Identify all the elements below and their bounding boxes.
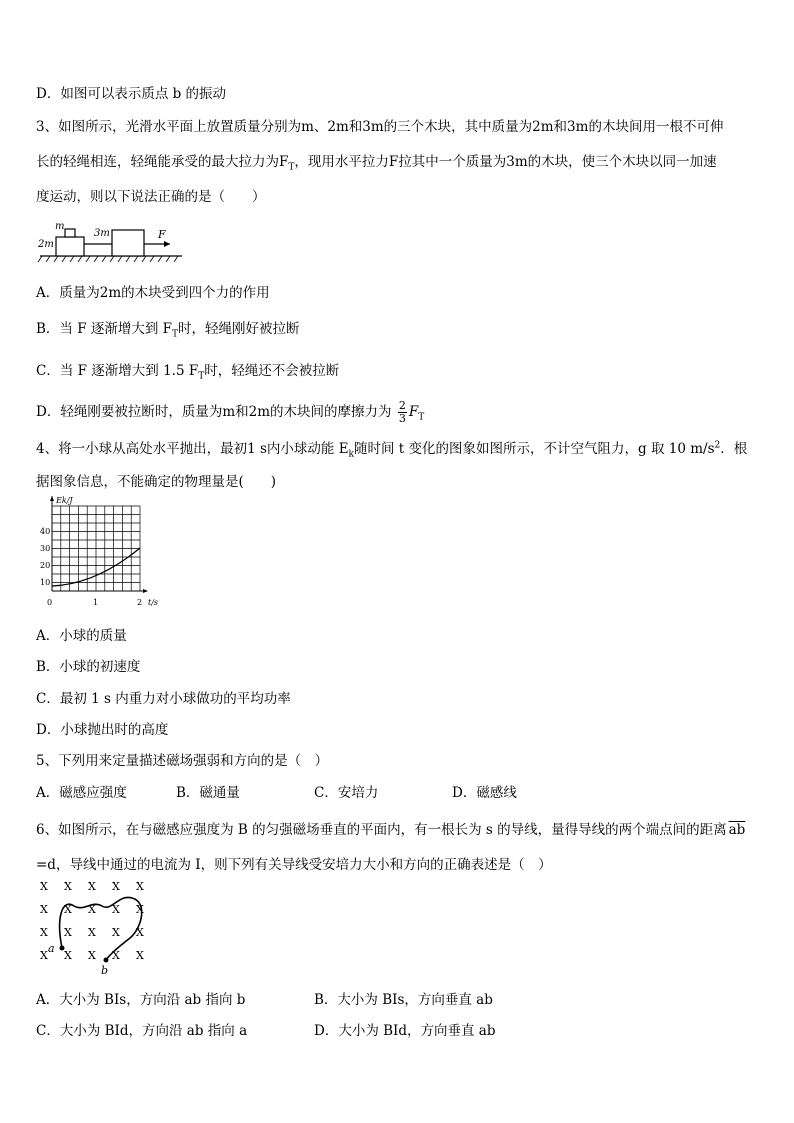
fraction-den: 3	[398, 412, 406, 425]
svg-text:X: X	[88, 926, 96, 939]
q3-stem-line2	[36, 150, 717, 173]
xtick-1: 1	[93, 598, 99, 607]
q6-option-a: A．大小为 BIs，方向沿 ab 指向 b	[36, 992, 246, 1008]
label-f: F	[158, 228, 166, 241]
q3-sub-t: T	[288, 162, 295, 173]
svg-text:X: X	[88, 903, 96, 916]
q3-option-b-text1: B．当 F 逐渐增大到 F	[36, 321, 173, 337]
graph-ylabel: Ek/J	[56, 496, 73, 505]
q6-option-b: B．大小为 BIs，方向垂直 ab	[314, 992, 493, 1008]
xtick-2: 2	[137, 598, 143, 607]
point-a	[60, 946, 65, 951]
q4-sup-2: 2	[714, 440, 721, 451]
prev-option-d: D．如图可以表示质点 b 的振动	[36, 86, 227, 102]
svg-text:X: X	[88, 949, 96, 962]
label-3m: 3m	[94, 228, 110, 239]
svg-text:X: X	[136, 949, 144, 962]
q4-option-d: D．小球抛出时的高度	[36, 722, 169, 738]
ytick-20: 20	[40, 561, 51, 570]
label-b: b	[101, 964, 109, 977]
svg-text:X: X	[64, 880, 72, 893]
label-a: a	[48, 942, 55, 955]
svg-text:X: X	[112, 880, 120, 893]
q5-option-b: B．磁通量	[176, 785, 240, 801]
svg-text:X: X	[88, 880, 96, 893]
q4-ek-t-graph	[36, 492, 168, 614]
wire	[60, 897, 142, 960]
svg-text:X: X	[64, 949, 72, 962]
svg-text:X: X	[136, 926, 144, 939]
q6-overline-ab: $\overline{ab}$	[728, 822, 746, 838]
q3-option-d-text: D．轻绳刚要被拉断时，质量为m和2m的木块间的摩擦力为	[36, 404, 392, 420]
q6-magnetic-field-figure	[36, 878, 156, 978]
block-2m	[56, 237, 84, 256]
q3-option-b	[36, 317, 300, 340]
q5-option-d: D．磁感线	[452, 785, 517, 801]
q4-option-a: A．小球的质量	[36, 628, 127, 644]
q3-d-sub-t: T	[418, 412, 425, 423]
svg-text:X: X	[136, 880, 144, 893]
block-3m	[112, 230, 144, 256]
cross-grid	[40, 880, 144, 962]
xtick-0: 0	[47, 598, 53, 607]
q4-stem-line1-text: 4、将一小球从高处水平抛出，最初1 s内小球动能 E	[36, 441, 349, 457]
label-m: m	[55, 221, 65, 232]
q4-option-b: B．小球的初速度	[36, 659, 141, 675]
svg-text:X: X	[40, 926, 48, 939]
label-2m: 2m	[38, 239, 54, 250]
q3-stem-line3: 度运动，则以下说法正确的是（ ）	[36, 189, 266, 205]
q4-option-c: C．最初 1 s 内重力对小球做功的平均功率	[36, 691, 291, 707]
q3-option-b-text2: 时，轻绳刚好被拉断	[178, 321, 300, 337]
q3-option-c-text1: C．当 F 逐渐增大到 1.5 F	[36, 363, 199, 379]
q4-sub-k: k	[348, 449, 355, 460]
graph-grid	[52, 506, 140, 591]
svg-text:X: X	[64, 903, 72, 916]
q4-stem-line1	[36, 437, 747, 460]
q6-stem-line1	[36, 818, 745, 838]
graph-xlabel: t/s	[148, 598, 159, 607]
q3-option-c	[36, 359, 339, 382]
q3-stem-line2b-text: ，现用水平拉力F拉其中一个质量为3m的木块，使三个木块以同一加速	[294, 154, 717, 170]
q4-stem-line1c-text: ．根	[720, 441, 748, 457]
q3-b-sub-t: T	[172, 329, 179, 340]
svg-text:X: X	[40, 949, 48, 962]
ytick-30: 30	[40, 544, 51, 553]
ytick-10: 10	[40, 578, 51, 587]
fraction-two-thirds	[398, 400, 407, 425]
block-m	[65, 229, 75, 237]
svg-text:X: X	[136, 903, 144, 916]
svg-text:X: X	[112, 949, 120, 962]
q6-option-d: D．大小为 BId，方向垂直 ab	[314, 1023, 496, 1039]
q4-stem-line1b-text: 随时间 t 变化的图象如图所示，不计空气阻力，g 取 10 m/s	[354, 441, 715, 457]
svg-text:X: X	[112, 926, 120, 939]
svg-text:X: X	[64, 926, 72, 939]
q3-option-d	[36, 400, 424, 425]
fraction-num: 2	[398, 399, 406, 412]
q6-stem-line1-text: 6、如图所示，在与磁感应强度为 B 的匀强磁场垂直的平面内，有一根长为 s 的导线，量得导线的两个端点间的距离	[36, 822, 727, 838]
q3-stem-line1: 3、如图所示，光滑水平面上放置质量分别为m、2m和3m的三个木块，其中质量为2m和3m的木块间用一根不可伸	[36, 119, 724, 135]
svg-text:X: X	[40, 903, 48, 916]
q5-option-a: A．磁感应强度	[36, 785, 127, 801]
svg-text:X: X	[40, 880, 48, 893]
q4-stem-line2: 据图象信息，不能确定的物理量是( )	[36, 474, 277, 490]
q5-stem: 5、下列用来定量描述磁场强弱和方向的是（ ）	[36, 753, 329, 769]
q6-option-c: C．大小为 BId，方向沿 ab 指向 a	[36, 1023, 248, 1039]
q3-d-f: F	[408, 404, 419, 420]
q3-c-sub-t: T	[198, 371, 205, 382]
q5-option-c: C．安培力	[314, 785, 379, 801]
q3-stem-line2-text: 长的轻绳相连，轻绳能承受的最大拉力为F	[36, 154, 289, 170]
q3-option-c-text2: 时，轻绳还不会被拉断	[204, 363, 340, 379]
svg-text:X: X	[112, 903, 120, 916]
ytick-40: 40	[40, 527, 51, 536]
q6-stem-line2: =d，导线中通过的电流为 I，则下列有关导线受安培力大小和方向的正确表述是（ ）	[36, 857, 552, 873]
q3-figure-blocks	[36, 220, 186, 268]
point-b	[104, 958, 109, 963]
q3-option-a: A．质量为2m的木块受到四个力的作用	[36, 285, 270, 301]
